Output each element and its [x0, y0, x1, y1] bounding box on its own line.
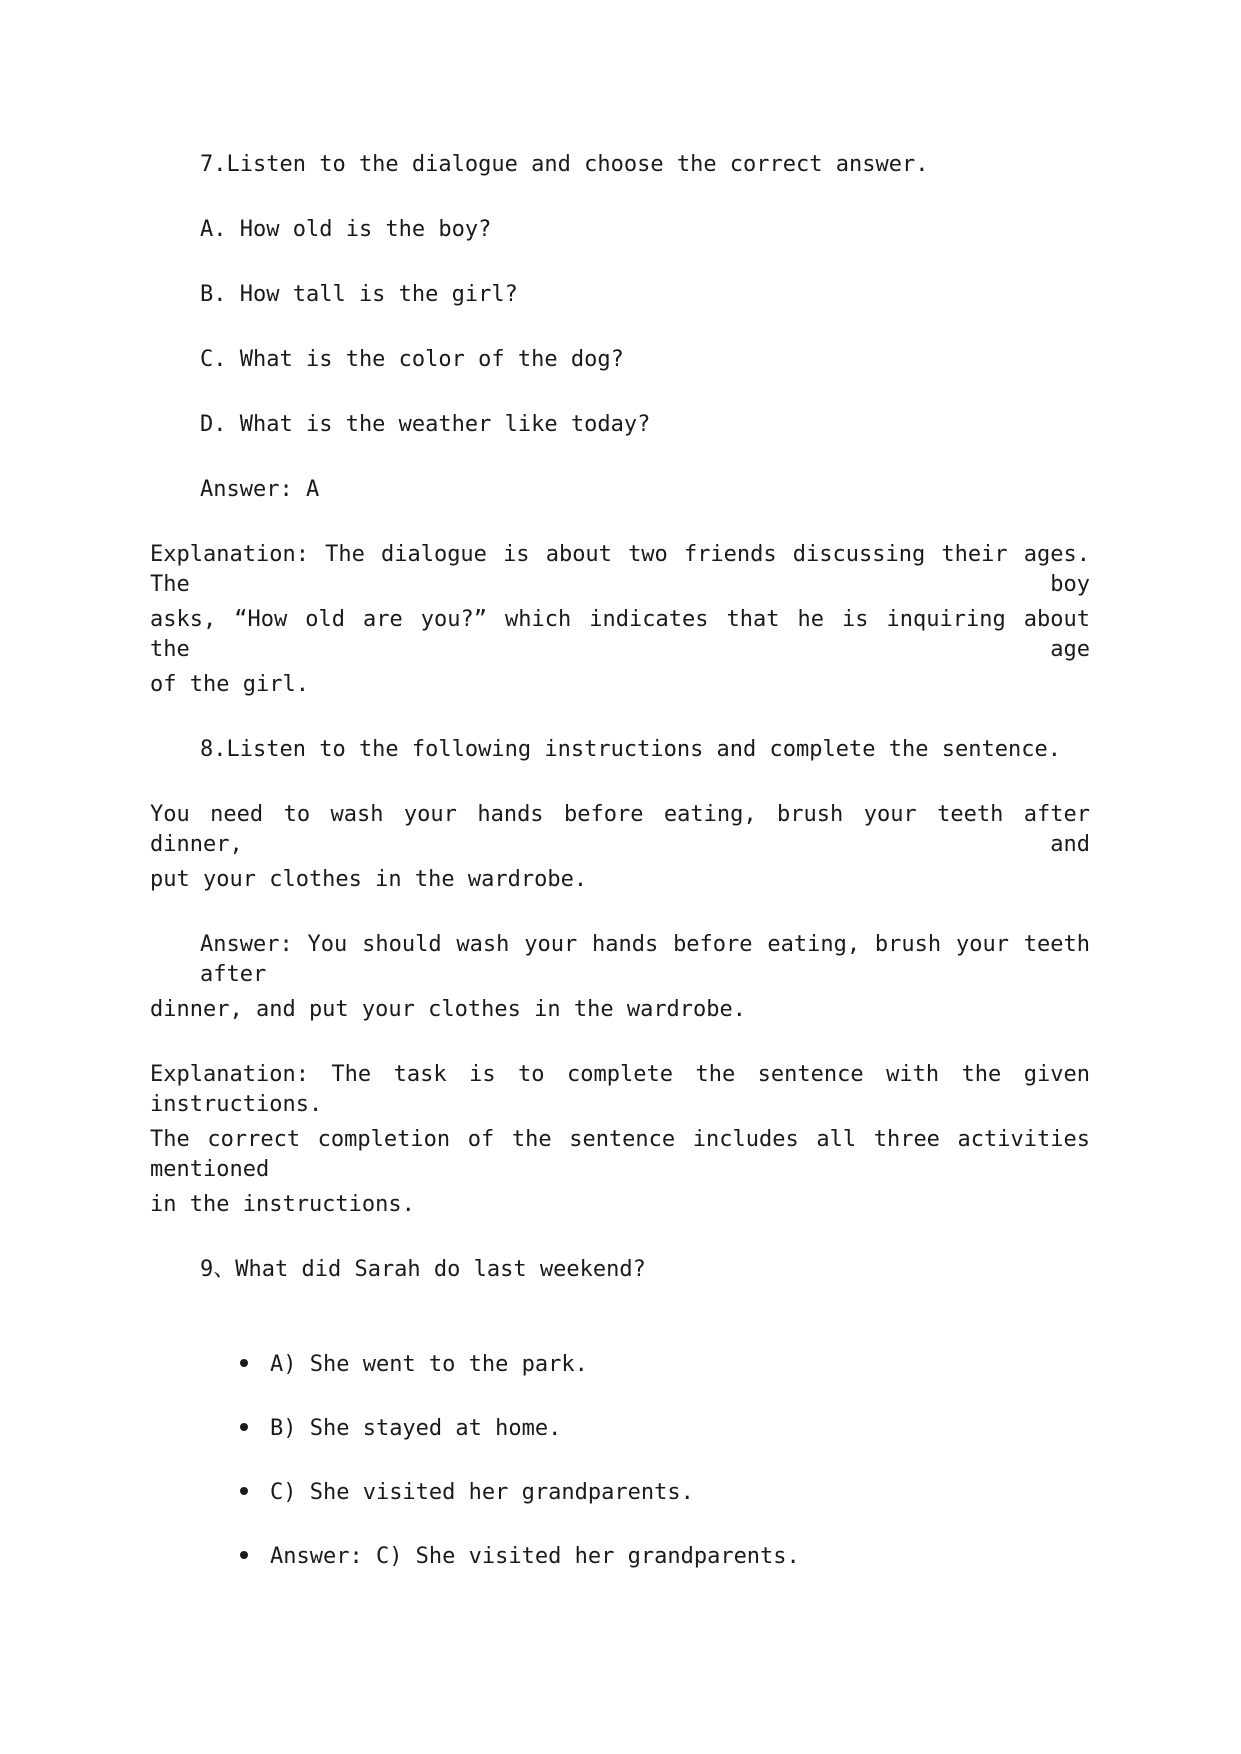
bullet-icon — [240, 1359, 248, 1367]
q7-answer: Answer: A — [200, 477, 320, 502]
q7-option-c: C. What is the color of the dog? — [200, 347, 624, 372]
q9-option-b: B) She stayed at home. — [269, 1416, 562, 1441]
q7-option-a: A. How old is the boy? — [200, 217, 492, 242]
q8-answer-line: dinner, and put your clothes in the wardrobe. — [150, 997, 747, 1022]
list-item — [187, 1512, 800, 1602]
q8-question: 8.Listen to the following instructions and complete the sentence. — [200, 737, 1061, 762]
q8-instruction-line: You need to wash your hands before eating, brush your teeth after dinner, and — [150, 802, 1090, 857]
q8-instruction-line: put your clothes in the wardrobe. — [150, 867, 588, 892]
bullet-icon — [240, 1423, 248, 1431]
q7-option-b: B. How tall is the girl? — [200, 282, 518, 307]
q7-explanation-line: of the girl. — [150, 672, 309, 697]
bullet-icon — [240, 1487, 248, 1495]
q8-answer-line: Answer: You should wash your hands before eating, brush your teeth after — [200, 932, 1090, 987]
q7-explanation-line: Explanation: The dialogue is about two friends discussing their ages. The boy — [150, 542, 1090, 597]
q9-answer: Answer: C) She visited her grandparents. — [269, 1544, 800, 1569]
q7-explanation-line: asks, “How old are you?” which indicates that he is inquiring about the age — [150, 607, 1090, 662]
q9-option-c: C) She visited her grandparents. — [269, 1480, 694, 1505]
q7-question: 7.Listen to the dialogue and choose the correct answer. — [200, 152, 929, 177]
q9-option-a: A) She went to the park. — [269, 1352, 588, 1377]
q8-explanation-line: Explanation: The task is to complete the sentence with the given instructions. — [150, 1062, 1090, 1117]
q7-option-d: D. What is the weather like today? — [200, 412, 651, 437]
bullet-icon — [240, 1551, 248, 1559]
q8-explanation-line: in the instructions. — [150, 1192, 415, 1217]
q8-explanation-line: The correct completion of the sentence includes all three activities mentioned — [150, 1127, 1090, 1182]
q9-question: 9、What did Sarah do last weekend? — [200, 1257, 646, 1282]
